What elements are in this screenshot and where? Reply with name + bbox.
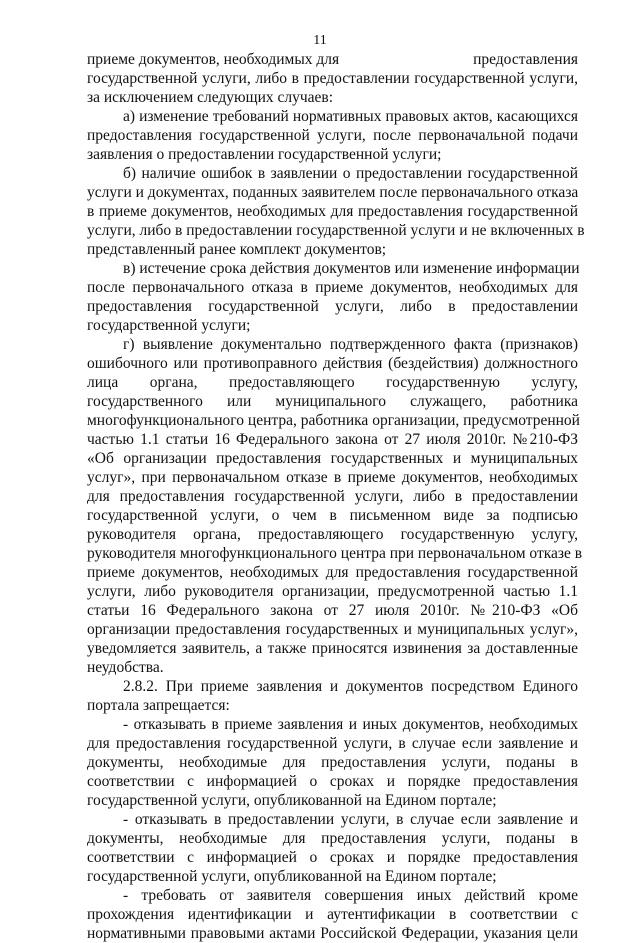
text-line: представленный ранее комплект документов; [87,241,387,258]
text-line: услуги, либо руководителя организации, предусмотренной частью 1.1 [87,583,578,600]
text-line: документы, необходимые для предоставления услуги, поданы в [87,830,578,847]
text-line: прохождения идентификации и аутентификации в соответствии с [87,906,578,923]
text-line: неудобства. [87,659,164,676]
text-line: г) выявление документально подтвержденного факта (признаков) [123,336,578,353]
text-line: руководителя органа, предоставляющего государственную услугу, [87,526,578,543]
text-line: статьи 16 Федерального закона от 27 июля 2010г. №210-ФЗ «Об [87,602,578,619]
text-line: многофункционального центра, работника организации, предусмотренной [87,412,580,429]
first-line-right-text: предоставления [473,51,578,68]
text-line: услуги, либо в предоставлении государственной услуги и не включенных в [87,222,585,239]
text-line: нормативными правовыми актами Российской Федерации, указания цели [87,925,578,942]
text-line: частью 1.1 статьи 16 Федерального закона от 27 июля 2010г. №210-ФЗ [87,431,578,448]
text-line: государственного или муниципального служащего, работника [87,393,578,410]
text-line: услуг», при первоначальном отказе в приеме документов, необходимых [87,469,578,486]
text-line: в приеме документов, необходимых для предоставления государственной [87,203,578,220]
text-line: а) изменение требований нормативных правовых актов, касающихся [123,108,578,125]
text-line: организации предоставления государственных и муниципальных услуг», [87,621,578,638]
text-line: соответствии с информацией о сроках и порядке предоставления [87,773,578,790]
text-line: государственной услуги, опубликованной на Едином портале; [87,868,497,885]
text-line: ошибочного или противоправного действия (бездействия) должностного [87,355,578,372]
page-number: 11 [313,33,327,48]
text-line: за исключением следующих случаев: [87,89,334,106]
text-line: лица органа, предоставляющего государственную услугу, [87,374,578,391]
text-line-first [87,50,578,69]
text-line: уведомляется заявитель, а также приносятся извинения за доставленные [87,640,578,657]
text-line: 2.8.2. При приеме заявления и документов посредством Единого [123,678,578,695]
text-line: предоставления государственной услуги, после первоначальной подачи [87,127,578,144]
text-line: государственной услуги, опубликованной на Едином портале; [87,792,497,809]
text-line: предоставления государственной услуги, либо в предоставлении [87,298,578,315]
text-line: заявления о предоставлении государственной услуги; [87,146,442,163]
text-line: в) истечение срока действия документов или изменение информации [123,260,580,277]
text-line: приеме документов, необходимых для предоставления государственной [87,564,578,581]
text-line: - отказывать в предоставлении услуги, в случае если заявление и [123,811,578,828]
text-line: документы, необходимые для предоставления услуги, поданы в [87,754,578,771]
text-line: - отказывать в приеме заявления и иных документов, необходимых [123,716,578,733]
text-line: б) наличие ошибок в заявлении о предоставлении государственной [123,165,578,182]
text-line: «Об организации предоставления государственных и муниципальных [87,450,578,467]
text-line: государственной услуги; [87,317,251,334]
text-line: государственной услуги, о чем в письменном виде за подписью [87,507,578,524]
text-line: для предоставления государственной услуги, либо в предоставлении [87,488,578,505]
document-body [87,50,585,943]
text-line: государственной услуги, либо в предоставлении государственной услуги, [87,70,578,87]
text-line: для предоставления государственной услуги, в случае если заявление и [87,735,578,752]
text-line: услуги и документах, поданных заявителем после первоначального отказа [87,184,579,201]
text-line: соответствии с информацией о сроках и порядке предоставления [87,849,578,866]
first-line-left-text: приеме документов, необходимых для [87,51,340,68]
text-line: портала запрещается: [87,697,230,714]
text-line: руководителя многофункционального центра при первоначальном отказе в [87,545,583,562]
text-line: после первоначального отказа в приеме документов, необходимых для [87,279,578,296]
text-line: - требовать от заявителя совершения иных действий кроме [123,887,578,904]
